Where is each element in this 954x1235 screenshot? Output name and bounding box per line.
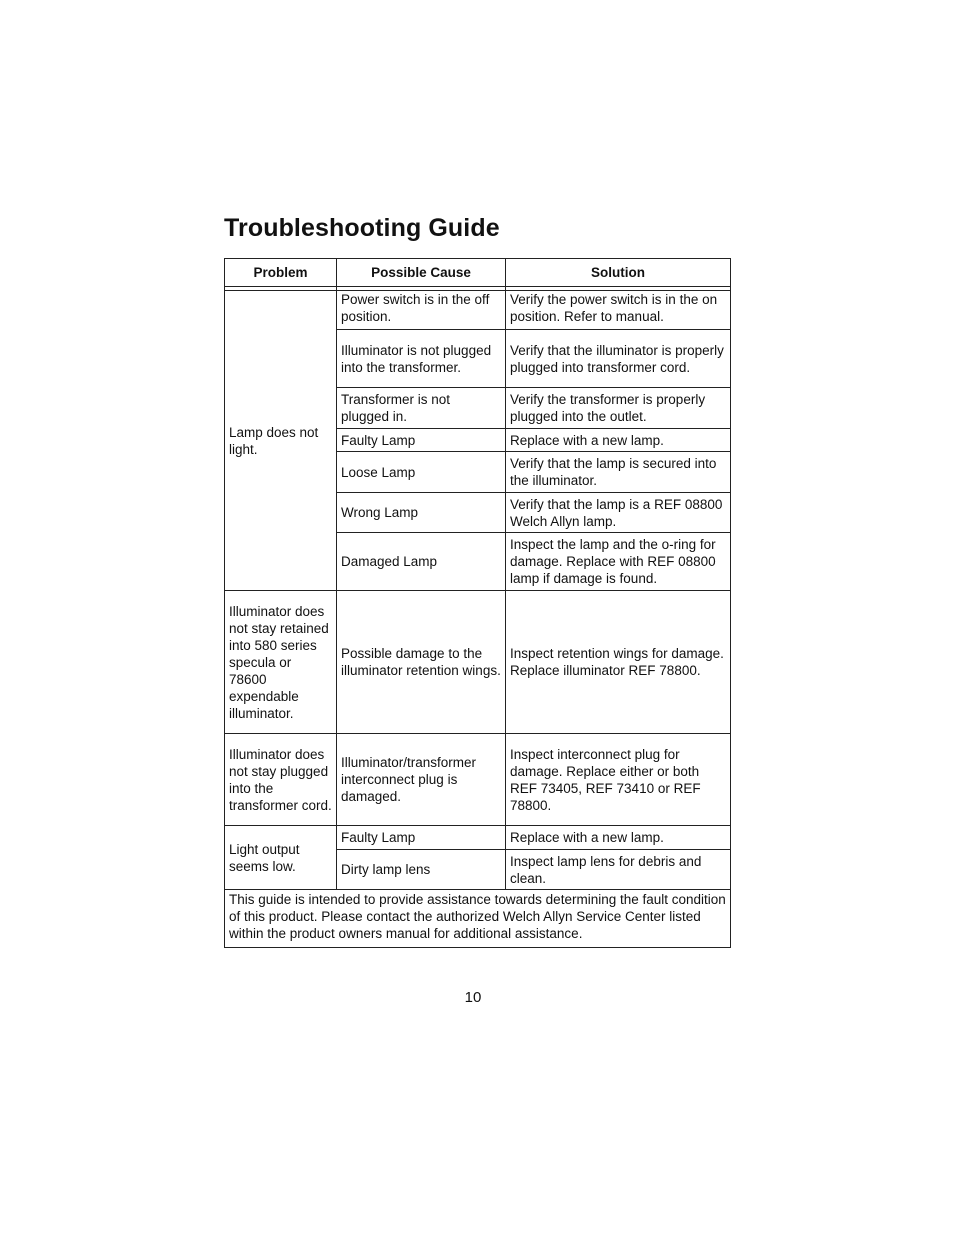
table-row xyxy=(225,291,731,330)
cause-cell: Faulty Lamp xyxy=(337,826,506,850)
solution-cell: Inspect interconnect plug for damage. Replace either or both REF 73405, REF 73410 or REF 78800. xyxy=(506,734,731,826)
cause-cell: Damaged Lamp xyxy=(337,533,506,591)
cause-cell: Dirty lamp lens xyxy=(337,850,506,890)
problem-cell: Illuminator does not stay plugged into the transformer cord. xyxy=(225,734,337,826)
problem-cell: Lamp does not light. xyxy=(225,291,337,591)
solution-cell: Verify the transformer is properly plugged into the outlet. xyxy=(506,388,731,429)
cause-cell: Transformer is not plugged in. xyxy=(337,388,506,429)
solution-cell: Verify that the lamp is a REF 08800 Welch Allyn lamp. xyxy=(506,493,731,533)
table-row xyxy=(225,591,731,734)
header-solution: Solution xyxy=(506,259,731,287)
solution-cell: Inspect lamp lens for debris and clean. xyxy=(506,850,731,890)
table-row xyxy=(225,734,731,826)
footnote-text: This guide is intended to provide assistance towards determining the fault condition of this product. Please contact the authorized Welch Allyn Service Center listed within the product owners manual for additional assistance. xyxy=(225,890,731,948)
table-body xyxy=(225,287,731,948)
cause-cell: Loose Lamp xyxy=(337,452,506,493)
cause-cell: Power switch is in the off position. xyxy=(337,291,506,330)
troubleshooting-table xyxy=(224,258,731,948)
solution-cell: Replace with a new lamp. xyxy=(506,429,731,452)
header-possible-cause: Possible Cause xyxy=(337,259,506,287)
solution-cell: Verify that the illuminator is properly plugged into transformer cord. xyxy=(506,330,731,388)
cause-cell: Faulty Lamp xyxy=(337,429,506,452)
solution-cell: Inspect retention wings for damage. Replace illuminator REF 78800. xyxy=(506,591,731,734)
solution-cell: Verify that the lamp is secured into the illuminator. xyxy=(506,452,731,493)
page-title: Troubleshooting Guide xyxy=(224,214,500,242)
header-row xyxy=(225,259,731,287)
problem-cell: Illuminator does not stay retained into 580 series specula or 78600 expendable illuminator. xyxy=(225,591,337,734)
table-row xyxy=(225,826,731,850)
page-number: 10 xyxy=(464,989,482,1006)
table-header xyxy=(225,259,731,287)
solution-cell: Verify the power switch is in the on position. Refer to manual. xyxy=(506,291,731,330)
problem-cell: Light output seems low. xyxy=(225,826,337,890)
cause-cell: Wrong Lamp xyxy=(337,493,506,533)
footnote-row xyxy=(225,890,731,948)
cause-cell: Illuminator is not plugged into the transformer. xyxy=(337,330,506,388)
cause-cell: Illuminator/transformer interconnect plug is damaged. xyxy=(337,734,506,826)
cause-cell: Possible damage to the illuminator retention wings. xyxy=(337,591,506,734)
solution-cell: Inspect the lamp and the o-ring for damage. Replace with REF 08800 lamp if damage is found. xyxy=(506,533,731,591)
header-problem: Problem xyxy=(225,259,337,287)
solution-cell: Replace with a new lamp. xyxy=(506,826,731,850)
